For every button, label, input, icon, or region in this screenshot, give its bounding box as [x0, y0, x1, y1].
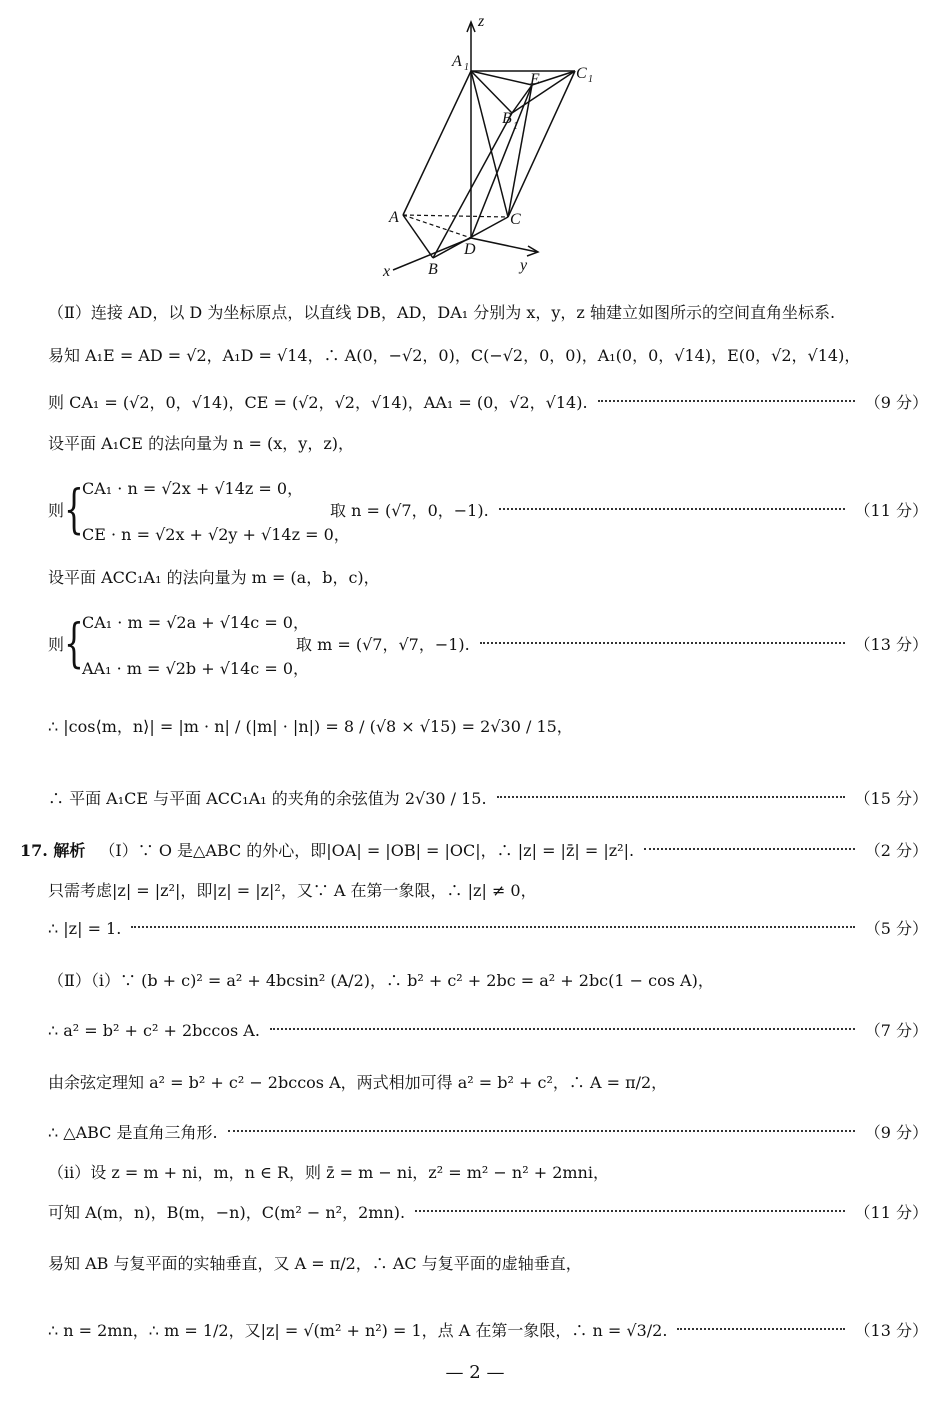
text-line: （ⅱ）设 z = m + ni，m，n ∈ R，则 z̄ = m − ni，z² = m² − n² + 2mni， [48, 1163, 609, 1182]
page-number: — 2 — [445, 1362, 505, 1383]
label-C1: C [576, 65, 587, 82]
text-line: 设平面 ACC₁A₁ 的法向量为 m = (a，b，c)， [48, 568, 380, 587]
svg-text:1: 1 [513, 121, 518, 132]
text-line: （Ⅱ）连接 AD，以 D 为坐标原点，以直线 DB，AD，DA₁ 分别为 x，y，z 轴建立如图所示的空间直角坐标系. [48, 303, 836, 322]
label-A: A [389, 209, 399, 226]
label-z: z [478, 13, 485, 30]
text-line: 17. 解析 （Ⅰ）∵ O 是△ABC 的外心，即|OA| = |OB| = |OC|，∴ |z| = |z̄| = |z²|. （2 分） [20, 841, 928, 860]
label-y: y [520, 257, 528, 274]
equation-system-1: 则 { CA₁ · n = √2x + √14z = 0， CE · n = √2x + √2y + √14z = 0， 取 n = (√7，0，−1). （11 分） [48, 479, 928, 544]
text-line: ∴ a² = b² + c² + 2bccos A. （7 分） [48, 1021, 928, 1040]
label-D: D [464, 241, 476, 258]
svg-text:1: 1 [588, 74, 593, 85]
label-B: B [428, 261, 438, 278]
text-line: ∴ |z| = 1. （5 分） [48, 919, 928, 938]
label-E: E [530, 71, 540, 88]
text-line: 设平面 A₁CE 的法向量为 n = (x，y，z)， [48, 434, 355, 453]
text-line: 可知 A(m，n)，B(m，−n)，C(m² − n²，2mn). （11 分） [48, 1203, 928, 1222]
label-B1: B [502, 110, 512, 127]
text-line: ∴ |cos⟨m，n⟩| = |m · n| / (|m| · |n|) = 8 / (√8 × √15) = 2√30 / 15， [48, 717, 573, 736]
svg-text:1: 1 [464, 62, 469, 73]
text-line: 易知 AB 与复平面的实轴垂直，又 A = π/2，∴ AC 与复平面的虚轴垂直， [48, 1254, 582, 1273]
prism-figure [375, 10, 605, 285]
text-line: （Ⅱ）（ⅰ）∵ (b + c)² = a² + 4bcsin² (A/2)，∴ b² + c² + 2bc = a² + 2bc(1 − cos A)， [48, 971, 714, 990]
text-line: 易知 A₁E = AD = √2，A₁D = √14，∴ A(0，−√2，0)，C(−√2，0，0)，A₁(0，0，√14)，E(0，√2，√14)， [48, 346, 861, 365]
text-line: ∴ 平面 A₁CE 与平面 ACC₁A₁ 的夹角的余弦值为 2√30 / 15. （15 分） [48, 789, 928, 808]
equation-system-2: 则 { CA₁ · m = √2a + √14c = 0， AA₁ · m = √2b + √14c = 0， 取 m = (√7，√7，−1). （13 分） [48, 613, 928, 678]
label-A1: A [452, 53, 462, 70]
text-line: ∴ n = 2mn，∴ m = 1/2，又|z| = √(m² + n²) = 1，点 A 在第一象限，∴ n = √3/2. （13 分） [48, 1321, 928, 1340]
text-line: 由余弦定理知 a² = b² + c² − 2bccos A，两式相加可得 a² = b² + c²，∴ A = π/2， [48, 1073, 668, 1092]
text-line: 则 CA₁ = (√2，0，√14)，CE = (√2，√2，√14)，AA₁ = (0，√2，√14). （9 分） [48, 393, 928, 412]
label-x: x [383, 263, 391, 280]
text-line: ∴ △ABC 是直角三角形. （9 分） [48, 1123, 928, 1142]
y-axis [471, 238, 537, 252]
label-C: C [510, 211, 521, 228]
text-line: 只需考虑|z| = |z²|，即|z| = |z|²，又∵ A 在第一象限，∴ |z| ≠ 0， [48, 881, 537, 900]
